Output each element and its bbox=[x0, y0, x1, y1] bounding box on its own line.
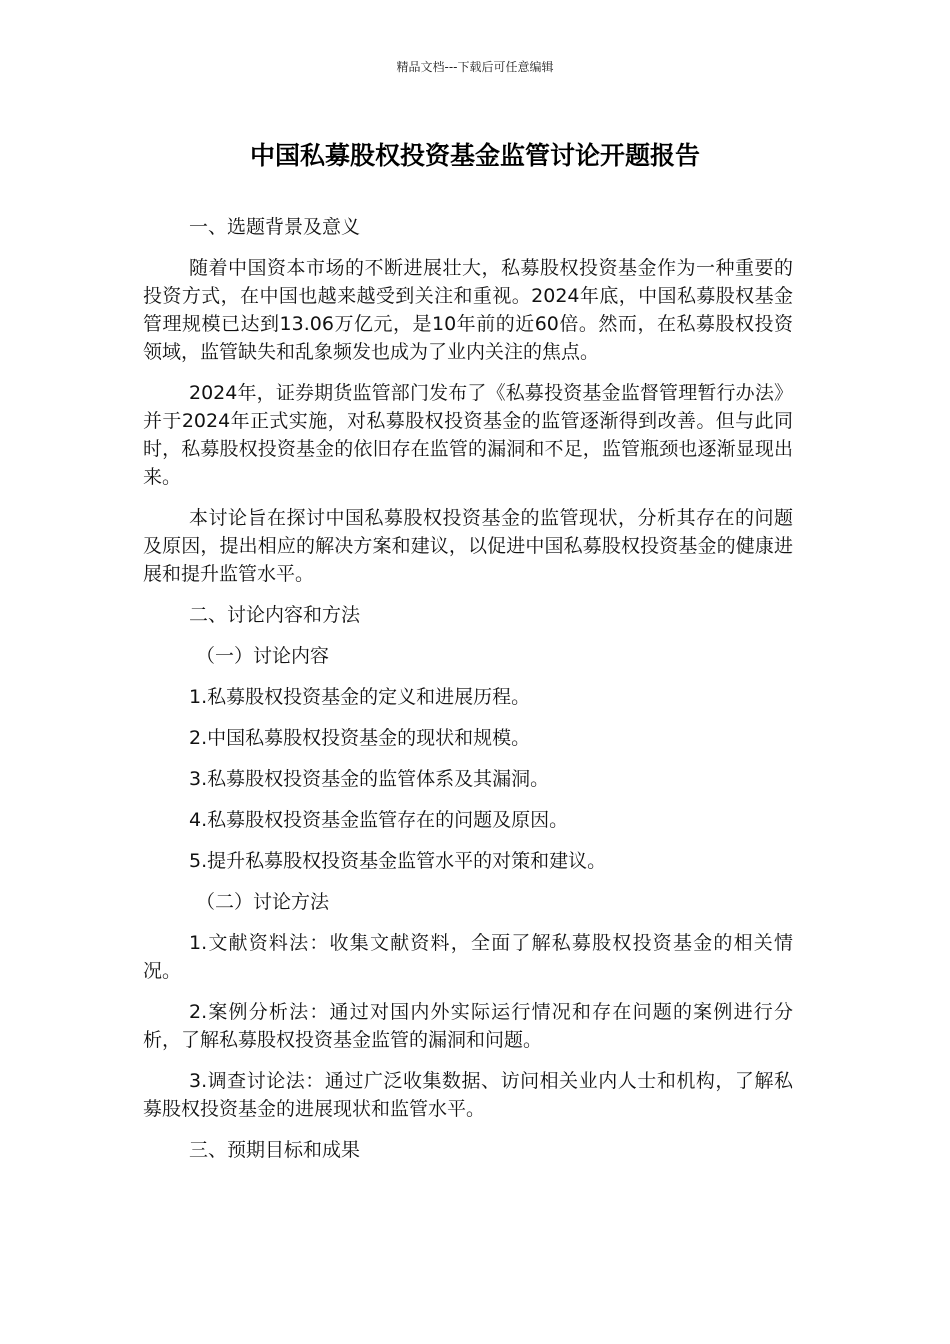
paragraph-regulation: 2024年，证券期货监管部门发布了《私募投资基金监督管理暂行办法》并于2024年正式实施，对私募股权投资基金的监管逐渐得到改善。但与此同时，私募股权投资基金的依旧存在监管的漏洞和不足，监管瓶颈也逐渐显现出来。 bbox=[143, 382, 793, 488]
content-item-4: 4.私募股权投资基金监管存在的问题及原因。 bbox=[189, 809, 569, 831]
section-heading-goals: 三、预期目标和成果 bbox=[189, 1139, 361, 1161]
method-item-3: 3.调查讨论法：通过广泛收集数据、访问相关业内人士和机构，了解私募股权投资基金的进展现状和监管水平。 bbox=[143, 1070, 793, 1120]
section-heading-content-method: 二、讨论内容和方法 bbox=[189, 604, 361, 626]
section-heading-background: 一、选题背景及意义 bbox=[189, 216, 361, 238]
subheading-content: （一）讨论内容 bbox=[196, 645, 330, 667]
method-item-1: 1.文献资料法：收集文献资料，全面了解私募股权投资基金的相关情况。 bbox=[143, 932, 793, 982]
page-header-note: 精品文档---下载后可任意编辑 bbox=[396, 60, 554, 74]
subheading-method: （二）讨论方法 bbox=[196, 891, 330, 913]
document-title: 中国私募股权投资基金监管讨论开题报告 bbox=[249, 141, 700, 170]
content-item-5: 5.提升私募股权投资基金监管水平的对策和建议。 bbox=[189, 850, 607, 872]
content-item-2: 2.中国私募股权投资基金的现状和规模。 bbox=[189, 727, 531, 749]
paragraph-purpose: 本讨论旨在探讨中国私募股权投资基金的监管现状，分析其存在的问题及原因，提出相应的解决方案和建议，以促进中国私募股权投资基金的健康进展和提升监管水平。 bbox=[143, 507, 793, 585]
method-item-2: 2.案例分析法：通过对国内外实际运行情况和存在问题的案例进行分析，了解私募股权投资基金监管的漏洞和问题。 bbox=[143, 1001, 793, 1051]
content-item-3: 3.私募股权投资基金的监管体系及其漏洞。 bbox=[189, 768, 550, 790]
content-item-1: 1.私募股权投资基金的定义和进展历程。 bbox=[189, 686, 531, 708]
paragraph-background: 随着中国资本市场的不断进展壮大，私募股权投资基金作为一种重要的投资方式，在中国也越来越受到关注和重视。2024年底，中国私募股权基金管理规模已达到13.06万亿元，是10年前的近60倍。然而，在私募股权投资领域，监管缺失和乱象频发也成为了业内关注的焦点。 bbox=[143, 257, 793, 363]
document-body bbox=[143, 213, 793, 1177]
